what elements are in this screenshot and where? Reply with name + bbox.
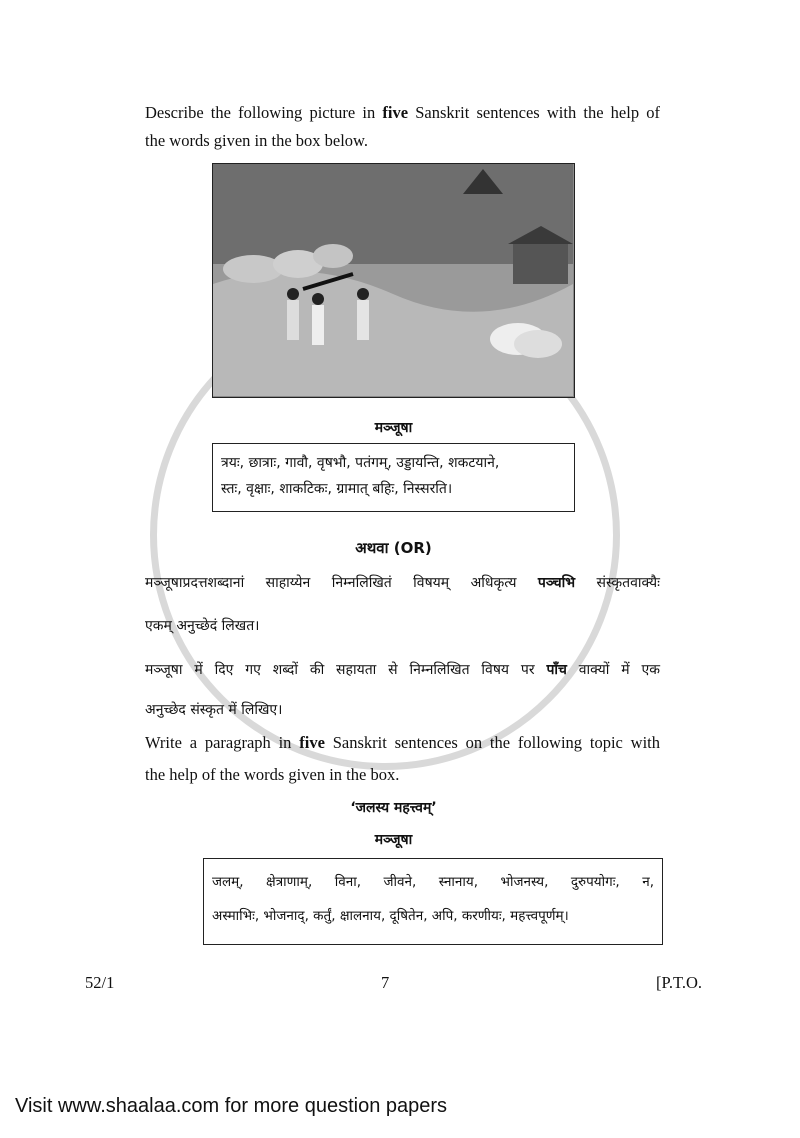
text: Sanskrit sentences with the help of	[408, 103, 660, 122]
village-scene-illustration	[213, 164, 573, 396]
pto-label: [P.T.O.	[656, 973, 702, 992]
word-box-1	[212, 443, 575, 512]
text: संस्कृतवाक्यैः	[575, 575, 660, 591]
page-footer	[85, 973, 702, 993]
bold-text: five	[299, 733, 325, 752]
page-number: 7	[381, 973, 390, 992]
or-label: अथवा (OR)	[355, 539, 432, 557]
hindi-instruction	[145, 660, 660, 720]
text: Sanskrit sentences on the following topic with	[324, 733, 660, 752]
text: अनुच्छेद संस्कृत में लिखिए।	[145, 702, 283, 718]
page-content	[15, 0, 702, 1138]
word-list-line: त्रयः, छात्राः, गावौ, वृषभौ, पतंगम्, उड्डायन्ति, शकटयाने,	[221, 455, 500, 471]
text: the words given in the box below.	[145, 131, 369, 150]
topic-title: ‘जलस्य महत्त्वम्’	[350, 800, 437, 816]
text: Write a paragraph in	[145, 733, 300, 752]
text: एकम् अनुच्छेदं लिखत।	[145, 618, 260, 634]
word-box-2	[203, 858, 663, 945]
bold-text: पाँच	[546, 662, 567, 678]
text: मञ्जूषा में दिए गए शब्दों की सहायता से निम्नलिखित विषय पर	[145, 662, 547, 678]
text: Describe the following picture in	[145, 103, 383, 122]
bold-text: five	[382, 103, 409, 122]
text: वाक्यों में एक	[566, 662, 660, 678]
word-list-line: स्तः, वृक्षाः, शाकटिकः, ग्रामात् बहिः, निस्सरति।	[221, 481, 453, 497]
text: मञ्जूषाप्रदत्तशब्दानां साहाय्येन निम्नलिखितं विषयम् अधिकृत्य	[145, 575, 538, 591]
box2-title: मञ्जूषा	[374, 832, 413, 848]
instruction	[145, 103, 660, 151]
question-picture	[212, 163, 575, 398]
word-list-line: जलम्, क्षेत्राणाम्, विना, जीवने, स्नानाय, भोजनस्य, दुरुपयोगः, न,	[212, 874, 654, 890]
word-list-line: अस्माभिः, भोजनाद्, कर्तुं, क्षालनाय, दूषितेन, अपि, करणीयः, महत्त्वपूर्णम्।	[212, 908, 569, 924]
bold-text: पञ्चभि	[537, 575, 576, 591]
sanskrit-instruction	[145, 573, 660, 636]
promo-banner[interactable]: Visit www.shaalaa.com for more question papers	[15, 1095, 448, 1117]
paper-code: 52/1	[85, 973, 115, 992]
english-instruction	[145, 733, 660, 785]
text: the help of the words given in the box.	[145, 765, 400, 784]
box1-title: मञ्जूषा	[374, 420, 413, 436]
